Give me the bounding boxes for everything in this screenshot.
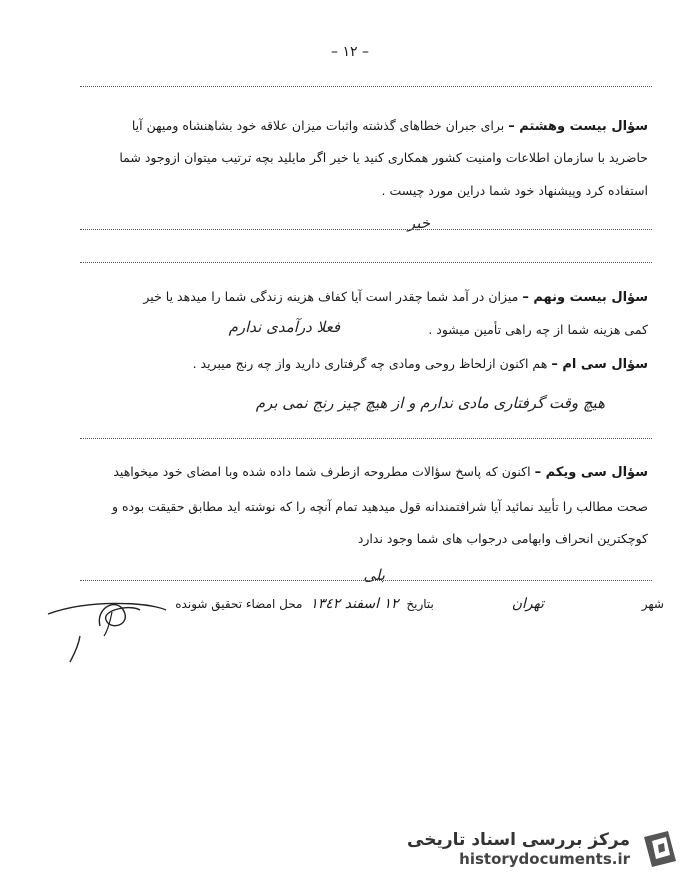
dotted-answer-line: [80, 262, 652, 263]
q31-line3: [58, 531, 648, 547]
q30-answer: هیچ وقت گرفتاری مادی ندارم و از هیچ چیز رنج نمی برم: [255, 394, 605, 412]
signature-row: [171, 596, 664, 612]
q28-answer: خیر: [407, 214, 430, 232]
q31-heading: سؤال سی ویکم –: [534, 465, 648, 480]
q28-heading: سؤال بیست وهشتم –: [508, 119, 648, 134]
watermark-url: historydocuments.ir: [459, 850, 630, 868]
q31-text-1: اکنون که پاسخ سؤالات مطروحه ازطرف شما داده شده وبا امضای خود میخواهید: [113, 464, 531, 479]
date-label: بتاریخ: [406, 597, 434, 611]
watermark-title: مرکز بررسی اسناد تاریخی: [407, 830, 630, 850]
history-logo-icon: [638, 827, 682, 871]
dotted-answer-line: [80, 580, 652, 581]
q29-line2: [58, 322, 648, 338]
q29-heading: سؤال بیست ونهم –: [522, 290, 648, 305]
q31-line1: [58, 464, 648, 481]
q30-heading: سؤال سی ام –: [551, 357, 648, 372]
city-label: شهر: [641, 597, 664, 611]
dotted-answer-line: [80, 229, 652, 230]
q31-answer: بلی: [363, 566, 385, 584]
page-number: – ١٢ –: [331, 44, 369, 60]
q29-answer: فعلا درآمدی ندارم: [228, 318, 340, 336]
q31-text-3: کوچکترین انحراف وابهامی درجواب های شما وجود ندارد: [357, 531, 648, 546]
q28-text-1: برای جبران خطاهای گذشته واثبات میزان علاقه خود بشاهنشاه ومیهن آیا: [131, 118, 505, 133]
city-value: تهران: [511, 596, 544, 612]
q29-line1: [58, 289, 648, 306]
q29-text-2: کمی هزینه شما از چه راهی تأمین میشود .: [428, 322, 648, 337]
q28-text-2: حاضرید با سازمان اطلاعات وامنیت کشور همکاری کنید یا خیر اگر مایلید بچه ترتیب میتوان ازوجود شما: [119, 150, 648, 165]
dotted-separator: [80, 86, 652, 87]
q30-text-1: هم اکنون ازلحاظ روحی ومادی چه گرفتاری دارید واز چه رنج میبرید .: [192, 356, 548, 371]
q29-text-1: میزان در آمد شما چقدر است آیا کفاف هزینه زندگی شما را میدهد یا خیر: [143, 289, 519, 304]
watermark: [407, 825, 682, 873]
handwritten-signature: [40, 596, 170, 666]
dotted-answer-line: [80, 438, 652, 439]
q30-line1: [58, 356, 648, 373]
date-value: ١٢ اسفند ١٣٤٢: [310, 596, 399, 612]
q28-line1: [58, 118, 648, 135]
signature-label: محل امضاء تحقیق شونده: [175, 597, 303, 611]
q28-text-3: استفاده کرد وپیشنهاد خود شما دراین مورد چیست .: [381, 183, 648, 198]
q31-text-2: صحت مطالب را تأیید نمائید آیا شرافتمندانه قول میدهید تمام آنچه را که نوشته اید مطابق حقیقت بوده و: [112, 499, 648, 514]
